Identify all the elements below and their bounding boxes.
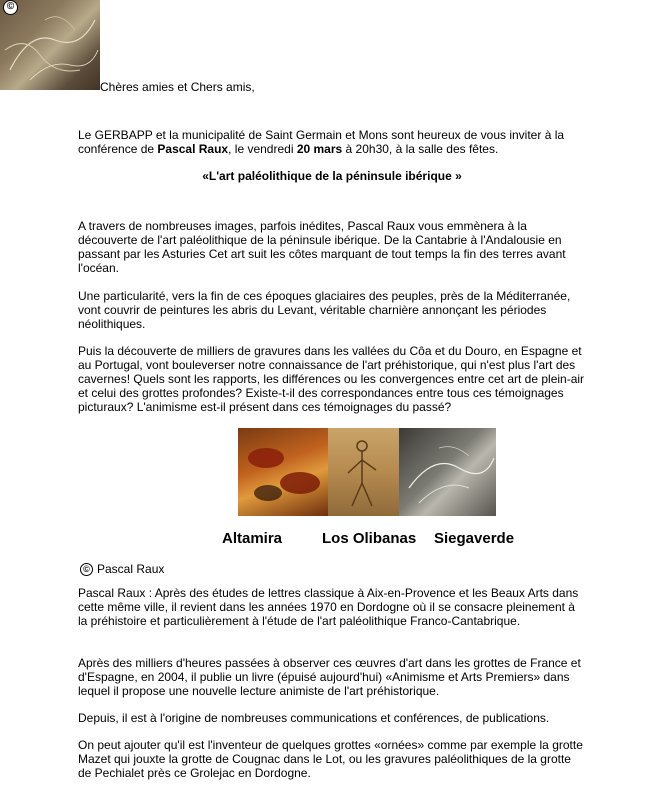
copyright-badge: ©	[3, 0, 18, 15]
copyright-icon: ©	[80, 563, 93, 576]
event-date: 20 mars	[296, 142, 343, 156]
greeting: Chères amies et Chers amis,	[100, 80, 255, 94]
caption-altamira: Altamira	[222, 530, 283, 547]
paragraph-communications: Depuis, il est à l'origine de nombreuses communications et conférences, de publications.	[78, 711, 550, 725]
paragraph-bio: Pascal Raux : Après des études de lettres classique à Aix-en-Provence et les Beaux Arts dans cette même ville, il revient dans les années 1970 en Dordogne où il se consacre pleinement à la préhistoire et particulièrement à l'étude de l'art paléolithique Franco-Cantabrique.	[78, 586, 579, 628]
los-olibanas-image	[328, 428, 399, 516]
intro-text-b: , le vendredi	[228, 142, 297, 156]
altamira-image	[238, 428, 328, 516]
paragraph-levant: Une particularité, vers la fin de ces époques glaciaires des peuples, près de la Méditerranée, vont couvrir de peintures les abris du Levant, véritable charnière annonçant les périodes néolithiques.	[78, 289, 571, 331]
intro-text-c: à 20h30, à la salle des fêtes.	[342, 142, 499, 156]
photo-credit	[80, 562, 164, 576]
siegaverde-image	[399, 428, 496, 516]
intro-text-a: Le GERBAPP et la municipalité de Saint Germain et Mons sont heureux de vous inviter à la conférence de	[78, 128, 565, 156]
caption-los-olibanas: Los Olibanas	[322, 530, 417, 547]
caption-siegaverde: Siegaverde	[434, 530, 515, 547]
paragraph-discoveries: On peut ajouter qu'il est l'inventeur de quelques grottes «ornées» comme par exemple la grotte Mazet qui jouxte la grotte de Cougnac dans le Lot, ou les gravures paléolithiques de la grotte de Pechialet près ce Grolejac en Dordogne.	[78, 738, 583, 780]
paragraph-book: Après des milliers d'heures passées à observer ces œuvres d'art dans les grottes de France et d'Espagne, en 2004, il publie un livre (épuisé aujourd'hui) «Animisme et Arts Premiers» dans lequel il propose une nouvelle lecture animiste de l'art préhistorique.	[78, 656, 581, 698]
paragraph-coa-douro: Puis la découverte de milliers de gravures dans les vallées du Côa et du Douro, en Espagne et au Portugal, vont bouleverser notre connaissance de l'art préhistorique, qui n'est plus l'art des cavernes! Quels sont les rapports, les différences ou les convergences entre cet art de plein-air et celui des grottes profondes? Existe-t-il des correspondances entre tous ces témoignages picturaux? L'animisme est-il présent dans ces témoignages du passé?	[78, 344, 585, 414]
intro-paragraph	[78, 128, 586, 156]
speaker-name: Pascal Raux	[157, 142, 229, 156]
paragraph-overview: A travers de nombreuses images, parfois inédites, Pascal Raux vous emmènera à la découverte de l'art paléolithique de la péninsule ibérique. De la Cantabrie à l'Andalousie en passant par les Asturies Cet art suit les côtes marquant de tout temps la fin des terres avant l'océan.	[78, 219, 566, 275]
conference-title: «L'art paléolithique de la péninsule ibérique »	[202, 169, 462, 183]
credit-name: Pascal Raux	[97, 562, 165, 576]
